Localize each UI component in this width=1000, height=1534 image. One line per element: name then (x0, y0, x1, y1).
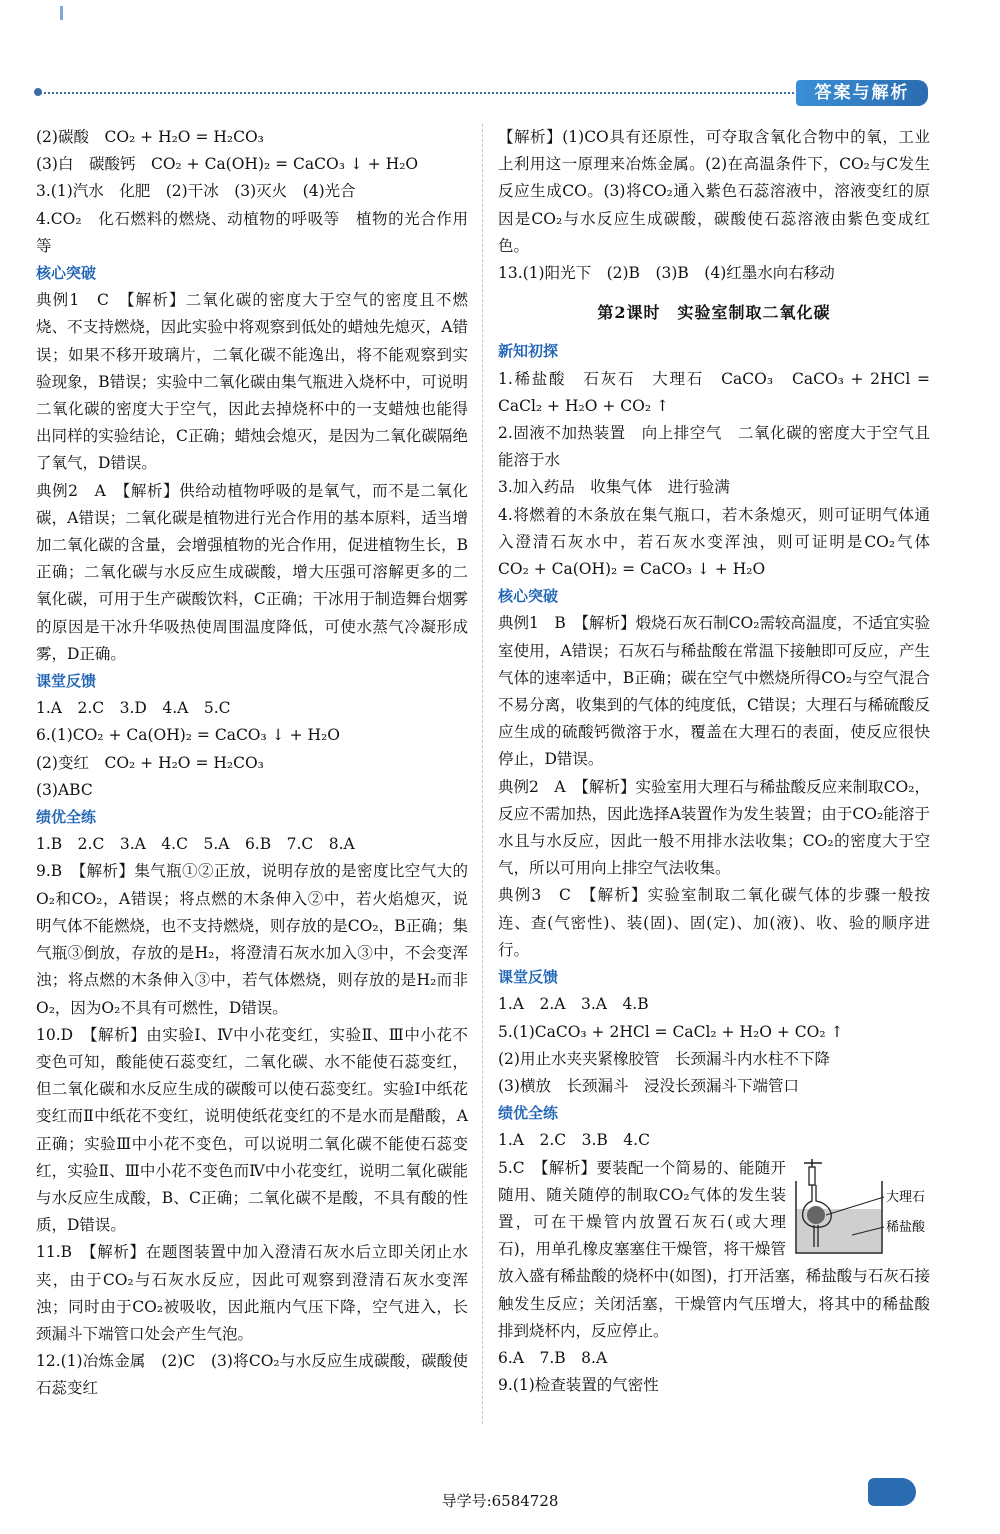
answer-paragraph: 13.(1)阳光下 (2)B (3)B (4)红墨水向右移动 (498, 264, 835, 283)
answer-paragraph: 4.CO₂ 化石燃料的燃烧、动植物的呼吸等 植物的光合作用等 (36, 209, 468, 255)
answer-paragraph: (2)用止水夹夹紧橡胶管 长颈漏斗内水柱不下降 (498, 1049, 830, 1068)
page-number-badge (868, 1478, 916, 1506)
answer-paragraph: 9.(1)检查装置的气密性 (498, 1376, 659, 1395)
answer-paragraph: 5.C 【解析】要装配一个简易的、能随开随用、随关随停的制取CO₂气体的发生装置，可在干燥管内放置石灰石(或大理石)，用单孔橡皮塞塞住干燥管，将干燥管放入盛有稀盐酸的烧杯中(如图)，打开活塞，稀盐酸与石灰石接触发生反应；关闭活塞，干燥管内气压增大，将其中的稀盐酸排到烧杯内，反应停止。 (498, 1158, 930, 1340)
answer-paragraph: 5.(1)CaCO₃ + 2HCl = CaCl₂ + H₂O + CO₂ ↑ (498, 1022, 844, 1041)
answer-paragraph: (3)ABC (36, 780, 93, 799)
answer-paragraph: 1.A 2.A 3.A 4.B (498, 995, 649, 1014)
right-column (498, 124, 946, 1399)
answer-paragraph: 典例2 A 【解析】供给动植物呼吸的是氧气，而不是二氧化碳，A错误；二氧化碳是植物进行光合作用的基本原料，适当增加二氧化碳的含量，会增强植物的光合作用，促进植物生长，B正确；二氧化碳与水反应生成碳酸，增大压强可溶解更多的二氧化碳，可用于生产碳酸饮料，C正确；干冰用于制造舞台烟雾的原因是干冰升华吸热使周围温度降低，可使水蒸气冷凝形成雾，D正确。 (36, 481, 468, 663)
answer-paragraph: 4.将燃着的木条放在集气瓶口，若木条熄灭，则可证明气体通入澄清石灰水中，若石灰水变浑浊，则可证明是CO₂气体 CO₂ + Ca(OH)₂ = CaCO₃ ↓ + H₂O (498, 505, 946, 579)
section-heading: 绩优全练 (498, 1104, 559, 1123)
answer-paragraph: 【解析】(1)CO具有还原性，可夺取含氧化合物中的氧，工业上利用这一原理来冶炼金属。(2)在高温条件下，CO₂与C发生反应生成CO。(3)将CO₂通入紫色石蕊溶液中，溶液变红的原因是CO₂与水反应生成碳酸，碳酸使石蕊溶液由紫色变成红色。 (498, 128, 930, 255)
answer-paragraph: 1.B 2.C 3.A 4.C 5.A 6.B 7.C 8.A (36, 835, 355, 854)
answer-paragraph: 典例2 A 【解析】实验室用大理石与稀盐酸反应来制取CO₂，反应不需加热，因此选择A装置作为发生装置；由于CO₂能溶于水且与水反应，因此一般不用排水法收集；CO₂的密度大于空气，所以可用向上排空气法收集。 (498, 777, 930, 878)
answer-paragraph: (2)变红 CO₂ + H₂O = H₂CO₃ (36, 753, 264, 772)
answer-paragraph: 1.稀盐酸 石灰石 大理石 CaCO₃ CaCO₃ + 2HCl = CaCl₂ + H₂O + CO₂ ↑ (498, 369, 930, 415)
figure-label-acid: 稀盐酸 (886, 1219, 926, 1235)
answer-paragraph: (2)碳酸 CO₂ + H₂O = H₂CO₃ (36, 128, 264, 146)
section-heading: 课堂反馈 (36, 672, 97, 691)
answer-paragraph: (3)白 碳酸钙 CO₂ + Ca(OH)₂ = CaCO₃ ↓ + H₂O (36, 155, 419, 174)
section-heading: 核心突破 (36, 264, 97, 283)
section-heading: 新知初探 (498, 342, 559, 361)
answer-paragraph: 典例1 B 【解析】煅烧石灰石制CO₂需较高温度，不适宜实验室使用，A错误；石灰石与稀盐酸在常温下接触即可反应，产生气体的速率适中，B正确；碳在空气中燃烧所得CO₂与空气混合不易分离，收集到的气体的纯度低，C错误；大理石与稀硫酸反应生成的硫酸钙微溶于水，覆盖在大理石的表面，使反应很快停止，D错误。 (498, 614, 930, 769)
answer-paragraph: (3)横放 长颈漏斗 浸没长颈漏斗下端管口 (498, 1076, 799, 1095)
answer-paragraph: 1.A 2.C 3.D 4.A 5.C (36, 699, 231, 718)
answer-paragraph: 典例3 C 【解析】实验室制取二氧化碳气体的步骤一般按连、查(气密性)、装(固)、固(定)、加(液)、收、验的顺序进行。 (498, 886, 930, 959)
section-heading: 绩优全练 (36, 808, 97, 827)
column-divider (482, 124, 483, 1424)
answer-paragraph: 12.(1)冶炼金属 (2)C (3)将CO₂与水反应生成碳酸，碳酸使石蕊变红 (36, 1352, 468, 1398)
header-rule (40, 92, 798, 94)
answer-paragraph: 3.(1)汽水 化肥 (2)干冰 (3)灭火 (4)光合 (36, 182, 356, 201)
section-badge: 答案与解析 (796, 80, 928, 106)
answer-paragraph: 6.(1)CO₂ + Ca(OH)₂ = CaCO₃ ↓ + H₂O (36, 726, 340, 745)
answer-paragraph: 6.A 7.B 8.A (498, 1348, 608, 1367)
answer-paragraph: 11.B 【解析】在题图装置中加入澄清石灰水后立即关闭止水夹，由于CO₂与石灰水反应，因此可观察到澄清石灰水变浑浊；同时由于CO₂被吸收，因此瓶内气压下降，空气进入，长颈漏斗下端管口处会产生气泡。 (36, 1243, 468, 1343)
left-column (36, 124, 468, 1403)
section-heading: 课堂反馈 (498, 968, 559, 987)
answer-paragraph: 2.固液不加热装置 向上排空气 二氧化碳的密度大于空气且能溶于水 (498, 424, 930, 470)
paragraph-with-figure (498, 1155, 930, 1345)
answer-paragraph: 10.D 【解析】由实验Ⅰ、Ⅳ中小花变红，实验Ⅱ、Ⅲ中小花不变色可知，酸能使石蕊变红，二氧化碳、水不能使石蕊变红，但二氧化碳和水反应生成的碳酸可以使石蕊变红。实验Ⅰ中纸花变红而Ⅱ中纸花不变红，说明使纸花变红的不是水而是醋酸，A正确；实验Ⅲ中小花不变色，可以说明二氧化碳不能使石蕊变红，实验Ⅱ、Ⅲ中小花不变色而Ⅳ中小花变红，说明二氧化碳能与水反应生成酸，B、C正确；二氧化碳不是酸，不具有酸的性质，D错误。 (36, 1025, 468, 1235)
answer-paragraph: 典例1 C 【解析】二氧化碳的密度大于空气的密度且不燃烧、不支持燃烧，因此实验中将观察到低处的蜡烛先熄灭，A错误；如果不移开玻璃片，二氧化碳不能逸出，将不能观察到实验现象，B错误；实验中二氧化碳由集气瓶进入烧杯中，可说明二氧化碳的密度大于空气，因此去掉烧杯中的一支蜡烛也能得出同样的实验结论，C正确；蜡烛会熄灭，是因为二氧化碳隔绝了氧气，D错误。 (36, 291, 468, 473)
corner-mark (60, 6, 63, 20)
answer-paragraph: 1.A 2.C 3.B 4.C (498, 1131, 650, 1150)
footer-code: 导学号:6584728 (441, 1492, 559, 1510)
apparatus-figure (792, 1157, 930, 1257)
lesson-title: 第2课时 实验室制取二氧化碳 (597, 303, 831, 323)
answer-paragraph: 3.加入药品 收集气体 进行验满 (498, 478, 730, 497)
section-heading: 核心突破 (498, 587, 559, 606)
answer-paragraph: 9.B 【解析】集气瓶①②正放，说明存放的是密度比空气大的O₂和CO₂，A错误；将点燃的木条伸入②中，若火焰熄灭，说明气体不能燃烧，也不支持燃烧，则存放的是CO₂，B正确；集气瓶③倒放，存放的是H₂，将澄清石灰水加入③中，不会变浑浊；将点燃的木条伸入③中，若气体燃烧，则存放的是H₂而非O₂，因为O₂不具有可燃性，D错误。 (36, 862, 468, 1017)
figure-label-marble: 大理石 (886, 1189, 926, 1205)
